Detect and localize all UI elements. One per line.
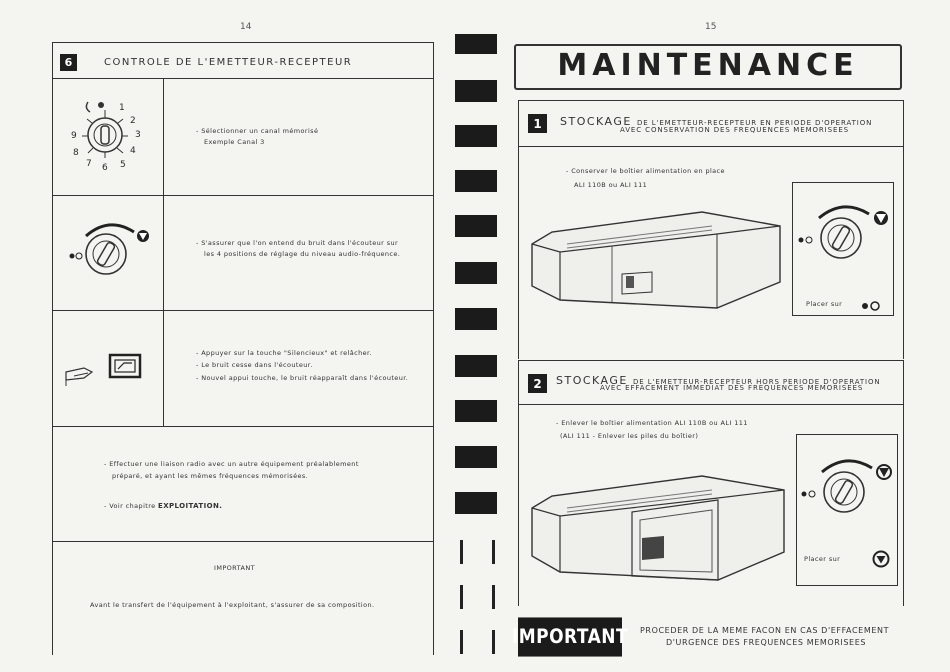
left-divider-1 (52, 78, 434, 79)
section-2-line-1: - Enlever le boîtier alimentation ALI 110B ou ALI 111 (556, 419, 748, 427)
audio-level-knob-icon (64, 210, 159, 290)
step1-line-1: - Sélectionner un canal mémorisé (196, 127, 319, 135)
spine-block-6 (455, 262, 497, 284)
left-divider-4 (52, 426, 434, 427)
left-important-text: Avant le transfert de l'équipement à l'exploitant, s'assurer de sa composition. (90, 601, 375, 609)
section-1-place-symbol-icon (860, 300, 882, 312)
section-2-subtitle: AVEC EFFACEMENT IMMEDIAT DES FREQUENCES MEMORISEES (600, 384, 864, 392)
spine-ring-2 (492, 540, 495, 564)
spine-ring-4 (492, 585, 495, 609)
spine-ring-3 (460, 585, 463, 609)
section-2-line-2: (ALI 111 - Enlever les piles du boîtier) (560, 432, 699, 440)
spine-block-1 (455, 34, 497, 54)
section-1-title-rest: DE L'EMETTEUR-RECEPTEUR EN PERIODE D'OPERATION (636, 119, 873, 127)
spine-ring-5 (460, 630, 463, 654)
see-chapter-text (104, 501, 222, 512)
section-6-title: CONTROLE DE L'EMETTEUR-RECEPTEUR (104, 57, 353, 68)
note-line-1: - Effectuer une liaison radio avec un autre équipement préalablement (104, 460, 359, 468)
important-banner: IMPORTANT (518, 617, 622, 656)
maintenance-title: MAINTENANCE (557, 48, 859, 83)
section-2-title-rest: DE L'EMETTEUR-RECEPTEUR HORS PERIODE D'OPERATION (632, 378, 881, 386)
transceiver-without-battery-image (522, 468, 792, 588)
spine-block-11 (455, 492, 497, 514)
right-page-number: 15 (705, 22, 717, 32)
dial-number-8: 8 (73, 148, 79, 158)
section-1-title-main: STOCKAGE (560, 115, 632, 128)
see-chapter-name: EXPLOITATION. (158, 502, 223, 510)
spine-block-8 (455, 355, 497, 377)
spine-block-4 (455, 170, 497, 192)
step2-line-2: les 4 positions de réglage du niveau audio-fréquence. (204, 250, 401, 258)
dial-number-9: 9 (71, 131, 77, 141)
see-prefix: - Voir chapitre (104, 502, 156, 510)
spine-block-3 (455, 125, 497, 147)
section-1-line-1: - Conserver le boîtier alimentation en place (566, 167, 725, 175)
transceiver-with-battery-image (522, 204, 787, 316)
section-1-divider (518, 146, 904, 147)
section-2-divider (518, 404, 904, 405)
section-1-volume-knob-icon (795, 196, 890, 271)
dial-number-3: 3 (135, 130, 141, 140)
section-2-place-symbol-icon (872, 550, 890, 568)
left-page-number: 14 (240, 22, 252, 32)
left-divider-2 (52, 195, 434, 196)
left-divider-5 (52, 541, 434, 542)
dial-number-4: 4 (130, 146, 136, 156)
dial-number-2: 2 (130, 116, 136, 126)
left-important-label: IMPORTANT (214, 564, 255, 572)
section-1-subtitle: AVEC CONSERVATION DES FREQUENCES MEMORISEES (620, 126, 849, 134)
dial-number-6: 6 (102, 163, 108, 173)
dial-number-1: 1 (119, 103, 125, 113)
spine-block-7 (455, 308, 497, 330)
spine-block-2 (455, 80, 497, 102)
step3-line-2: - Le bruit cesse dans l'écouteur. (196, 361, 313, 369)
dial-number-7: 7 (86, 159, 92, 169)
section-1-badge: 1 (528, 114, 547, 133)
step2-line-1: - S'assurer que l'on entend du bruit dans l'écouteur sur (196, 239, 399, 247)
section-1-place-label: Placer sur (806, 300, 843, 308)
spine-ring-6 (492, 630, 495, 654)
spine-block-5 (455, 215, 497, 237)
step3-line-1: - Appuyer sur la touche "Silencieux" et relâcher. (196, 349, 372, 357)
dial-number-5: 5 (120, 160, 126, 170)
important-line-2: D'URGENCE DES FREQUENCES MEMORISEES (666, 638, 867, 647)
left-col-divider (163, 78, 164, 426)
left-divider-3 (52, 310, 434, 311)
section-2-place-label: Placer sur (804, 555, 841, 563)
section-2-badge: 2 (528, 374, 547, 393)
step1-line-2: Exemple Canal 3 (204, 138, 265, 146)
section-1-line-2: ALI 110B ou ALI 111 (574, 181, 648, 189)
note-line-2: préparé, et ayant les mêmes fréquences mémorisées. (112, 472, 309, 480)
step3-line-3: - Nouvel appui touche, le bruit réapparaît dans l'écouteur. (196, 374, 409, 382)
spine-block-10 (455, 446, 497, 468)
important-line-1: PROCEDER DE LA MEME FACON EN CAS D'EFFACEMENT (640, 626, 890, 635)
section-6-badge: 6 (60, 54, 77, 71)
section-2-title-main: STOCKAGE (556, 374, 628, 387)
silencer-button-icon (62, 352, 152, 392)
spine-block-9 (455, 400, 497, 422)
section-2-volume-knob-icon (798, 450, 893, 525)
spine-ring-1 (460, 540, 463, 564)
